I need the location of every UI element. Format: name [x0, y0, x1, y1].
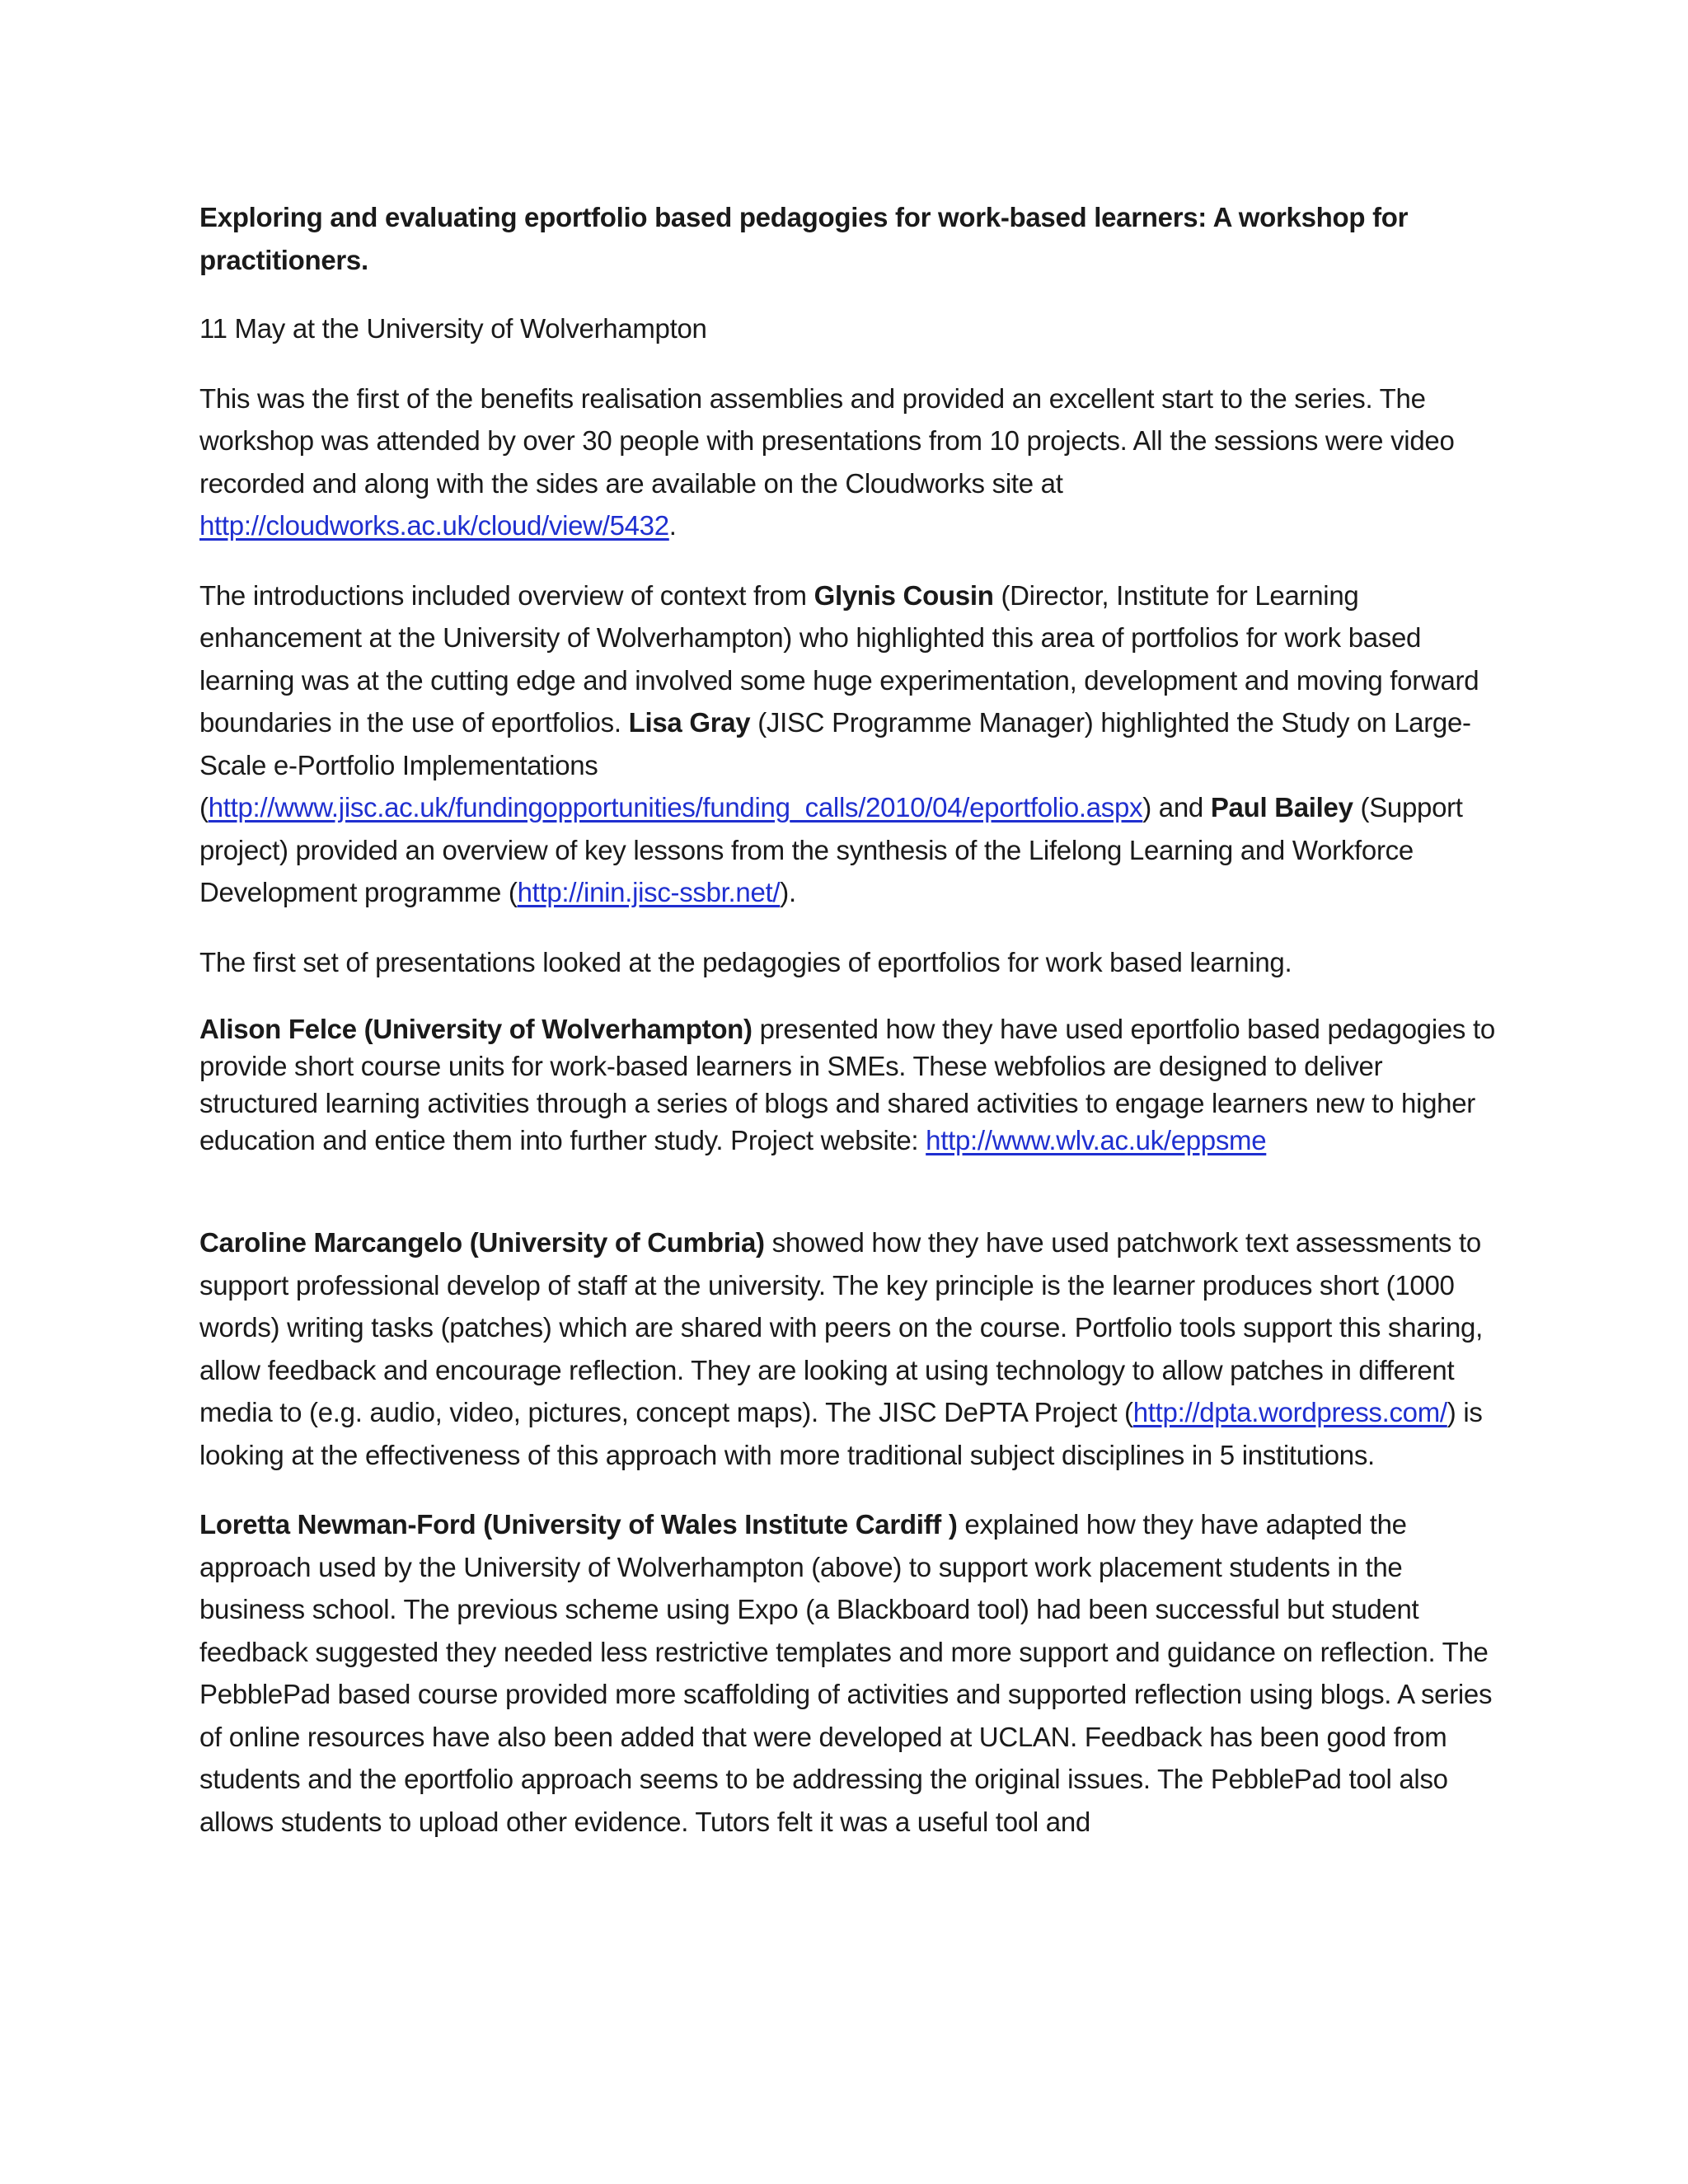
intro-tail: .: [668, 510, 677, 541]
caroline-text: showed how they have used patchwork text assessments to support professional develop of staff at the university. The key principle is the learner produces short (1000 words) writing tasks (patches) which are shared with peers on the course. Portfolio tools support this sharing, allow feedback and encourage reflection. They are looking at using technology to allow patches in different media to (e.g. audio, video, pictures, concept maps). The JISC DePTA Project (: [199, 1227, 1483, 1427]
caroline-text-end: ) is looking at the effectiveness of this approach with more traditional subject disciplines in 5 institutions.: [199, 1397, 1483, 1470]
lisa-description: (JISC Programme Manager) highlighted the Study on Large-Scale e-Portfolio Implementations (: [199, 707, 1471, 823]
alison-felce-text: presented how they have used eportfolio based pedagogies to provide short course units for work-based learners in SMEs. These webfolios are designed to deliver structured learning activities through a series of blogs and shared activities to engage learners new to higher education and entice them into further study. Project website:: [199, 1014, 1495, 1155]
event-date-line: 11 May at the University of Wolverhampton: [199, 313, 707, 344]
speaker-name-paul: Paul Bailey: [1210, 792, 1353, 823]
presenter-caroline-marcangelo: Caroline Marcangelo (University of Cumbria): [199, 1227, 765, 1258]
alison-felce-paragraph: [199, 1010, 1502, 1159]
ssbr-link[interactable]: http://inin.jisc-ssbr.net/: [517, 877, 781, 907]
document-body: [199, 196, 1502, 1870]
loretta-text: explained how they have adapted the approach used by the University of Wolverhampton (above) to support work placement students in the business school. The previous scheme using Expo (a Blackboard tool) had been successful but student feedback suggested they needed less restrictive templates and more support and guidance on reflection. The PebblePad based course provided more scaffolding of activities and supported reflection using blogs. A series of online resources have also been added that were developed at UCLAN. Feedback has been good from students and the eportfolio approach seems to be addressing the original issues. The PebblePad tool also allows students to upload other evidence. Tutors felt it was a useful tool and: [199, 1509, 1493, 1837]
paragraph-end: ).: [780, 877, 796, 907]
first-set-paragraph: The first set of presentations looked at the pedagogies of eportfolios for work based learning.: [199, 946, 1292, 977]
dpta-link[interactable]: http://dpta.wordpress.com/: [1132, 1397, 1447, 1427]
jisc-eportfolio-link[interactable]: http://www.jisc.ac.uk/fundingopportunities/funding_calls/2010/04/eportfolio.aspx: [208, 792, 1143, 823]
intro-text: This was the first of the benefits realisation assemblies and provided an excellent start to the series. The workshop was attended by over 30 people with presentations from 10 projects. All the sessions were video recorded and along with the sides are available on the Cloudworks site at: [199, 382, 1455, 499]
connector-text: ) and: [1142, 792, 1211, 823]
speaker-name-lisa: Lisa Gray: [628, 707, 751, 738]
speaker-name-glynis: Glynis Cousin: [814, 579, 994, 611]
presenter-alison-felce: Alison Felce (University of Wolverhampton): [199, 1014, 753, 1044]
paul-description: (Support project) provided an overview of key lessons from the synthesis of the Lifelong Learning and Workforce Development programme (: [199, 792, 1463, 907]
cloudworks-link[interactable]: http://cloudworks.ac.uk/cloud/view/5432: [199, 510, 669, 541]
glynis-description: (Director, Institute for Learning enhancement at the University of Wolverhampton) who highlighted this area of portfolios for work based learning was at the cutting edge and involved some huge experimentation, development and moving forward boundaries in the use of eportfolios.: [199, 579, 1479, 738]
introductions-paragraph: [199, 574, 1502, 914]
eppsme-link[interactable]: http://www.wlv.ac.uk/eppsme: [926, 1125, 1267, 1155]
intro-paragraph: [199, 377, 1502, 547]
document-title: Exploring and evaluating eportfolio based pedagogies for work-based learners: A workshop for practitioners.: [199, 202, 1409, 275]
presenter-loretta-newman-ford: Loretta Newman-Ford (University of Wales Institute Cardiff ): [199, 1509, 958, 1540]
intro-context-text: The introductions included overview of context from: [199, 579, 814, 611]
loretta-newman-ford-paragraph: [199, 1503, 1502, 1843]
caroline-marcangelo-paragraph: [199, 1221, 1502, 1476]
